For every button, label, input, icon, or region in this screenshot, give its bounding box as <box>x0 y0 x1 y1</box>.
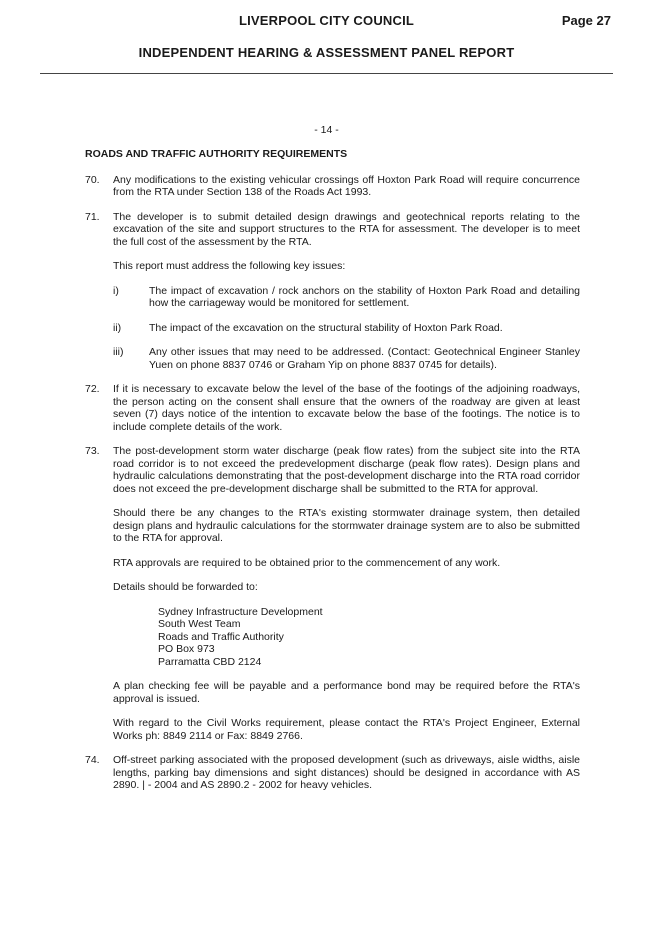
condition-text: If it is necessary to excavate below the level of the base of the footings of the adjoining roadways, the person acting on the consent shall ensure that the owners of the roadway are given at least seven (7) days notice of the intention to excavate below the base of the footings. The notice is to include complete details of the work. <box>113 383 580 433</box>
rta-address-block <box>113 606 580 669</box>
document-body <box>85 148 580 804</box>
sub-item-number: i) <box>113 284 119 297</box>
document-page-number: - 14 - <box>314 124 339 136</box>
condition-paragraph: A plan checking fee will be payable and a performance bond may be required before the RTA's approval is issued. <box>113 680 580 705</box>
sub-item-number: ii) <box>113 321 122 334</box>
sub-item-text: The impact of excavation / rock anchors on the stability of Hoxton Park Road and detailing how the carriageway would be monitored for settlement. <box>149 284 580 309</box>
sub-item-i <box>113 285 580 310</box>
condition-text: The post-development storm water discharge (peak flow rates) from the subject site into the RTA road corridor is to not exceed the predevelopment discharge (peak flow rates). Design plans and hydraulic calculations demonstrating that the post-development discharge into the RTA road corridor does not exceed the pre-development discharge shall be submitted to the RTA for approval. <box>113 445 580 495</box>
condition-text: Any modifications to the existing vehicular crossings off Hoxton Park Road will require concurrence from the RTA under Section 138 of the Roads Act 1993. <box>113 173 580 198</box>
header-council-name: LIVERPOOL CITY COUNCIL <box>238 13 415 28</box>
header-page-number: Page 27 <box>561 13 611 28</box>
address-line: South West Team <box>158 618 241 630</box>
condition-number: 72. <box>85 383 100 395</box>
condition-text: The developer is to submit detailed design drawings and geotechnical reports relating to the excavation of the site and support structures to the RTA for assessment. The developer is to meet the full cost of the assessment by the RTA. <box>113 210 580 248</box>
sub-item-text: The impact of the excavation on the structural stability of Hoxton Park Road. <box>149 321 503 334</box>
condition-paragraph: With regard to the Civil Works requirement, please contact the RTA's Project Engineer, External Works ph: 8849 2114 or Fax: 8849 2766. <box>113 717 580 742</box>
header-divider <box>40 73 613 74</box>
condition-text: Off-street parking associated with the proposed development (such as driveways, aisle widths, aisle lengths, parking bay dimensions and sight distances) should be designed in accordance with AS 2890. | - 2004 and AS 2890.2 - 2002 for heavy vehicles. <box>113 754 580 791</box>
condition-74 <box>85 754 580 792</box>
condition-paragraph: Details should be forwarded to: <box>113 581 258 593</box>
address-line: PO Box 973 <box>158 643 215 655</box>
condition-70 <box>85 174 580 199</box>
condition-71 <box>85 211 580 372</box>
sub-item-iii <box>113 346 580 371</box>
address-line: Sydney Infrastructure Development <box>158 605 323 618</box>
condition-paragraph: RTA approvals are required to be obtained prior to the commencement of any work. <box>113 556 501 569</box>
sub-item-number: iii) <box>113 346 124 358</box>
condition-number: 73. <box>85 445 100 457</box>
header-report-title: INDEPENDENT HEARING & ASSESSMENT PANEL REPORT <box>138 45 515 60</box>
address-line: Parramatta CBD 2124 <box>158 655 262 668</box>
condition-73 <box>85 445 580 742</box>
condition-paragraph: Should there be any changes to the RTA's existing stormwater drainage system, then detailed design plans and hydraulic calculations for the stormwater drainage system are to also be submitted to the RTA for approval. <box>113 507 580 544</box>
condition-number: 74. <box>85 754 100 766</box>
condition-number: 71. <box>85 210 100 223</box>
condition-intro: This report must address the following key issues: <box>113 260 346 272</box>
sub-item-text: Any other issues that may need to be addressed. (Contact: Geotechnical Engineer Stanley Yuen on phone 8837 0746 or Graham Yip on phone 8837 0745 for details). <box>149 346 580 371</box>
address-line: Roads and Traffic Authority <box>158 630 284 643</box>
condition-number: 70. <box>85 173 100 186</box>
section-heading: ROADS AND TRAFFIC AUTHORITY REQUIREMENTS <box>85 148 348 160</box>
condition-72 <box>85 383 580 433</box>
sub-item-ii <box>113 322 580 335</box>
